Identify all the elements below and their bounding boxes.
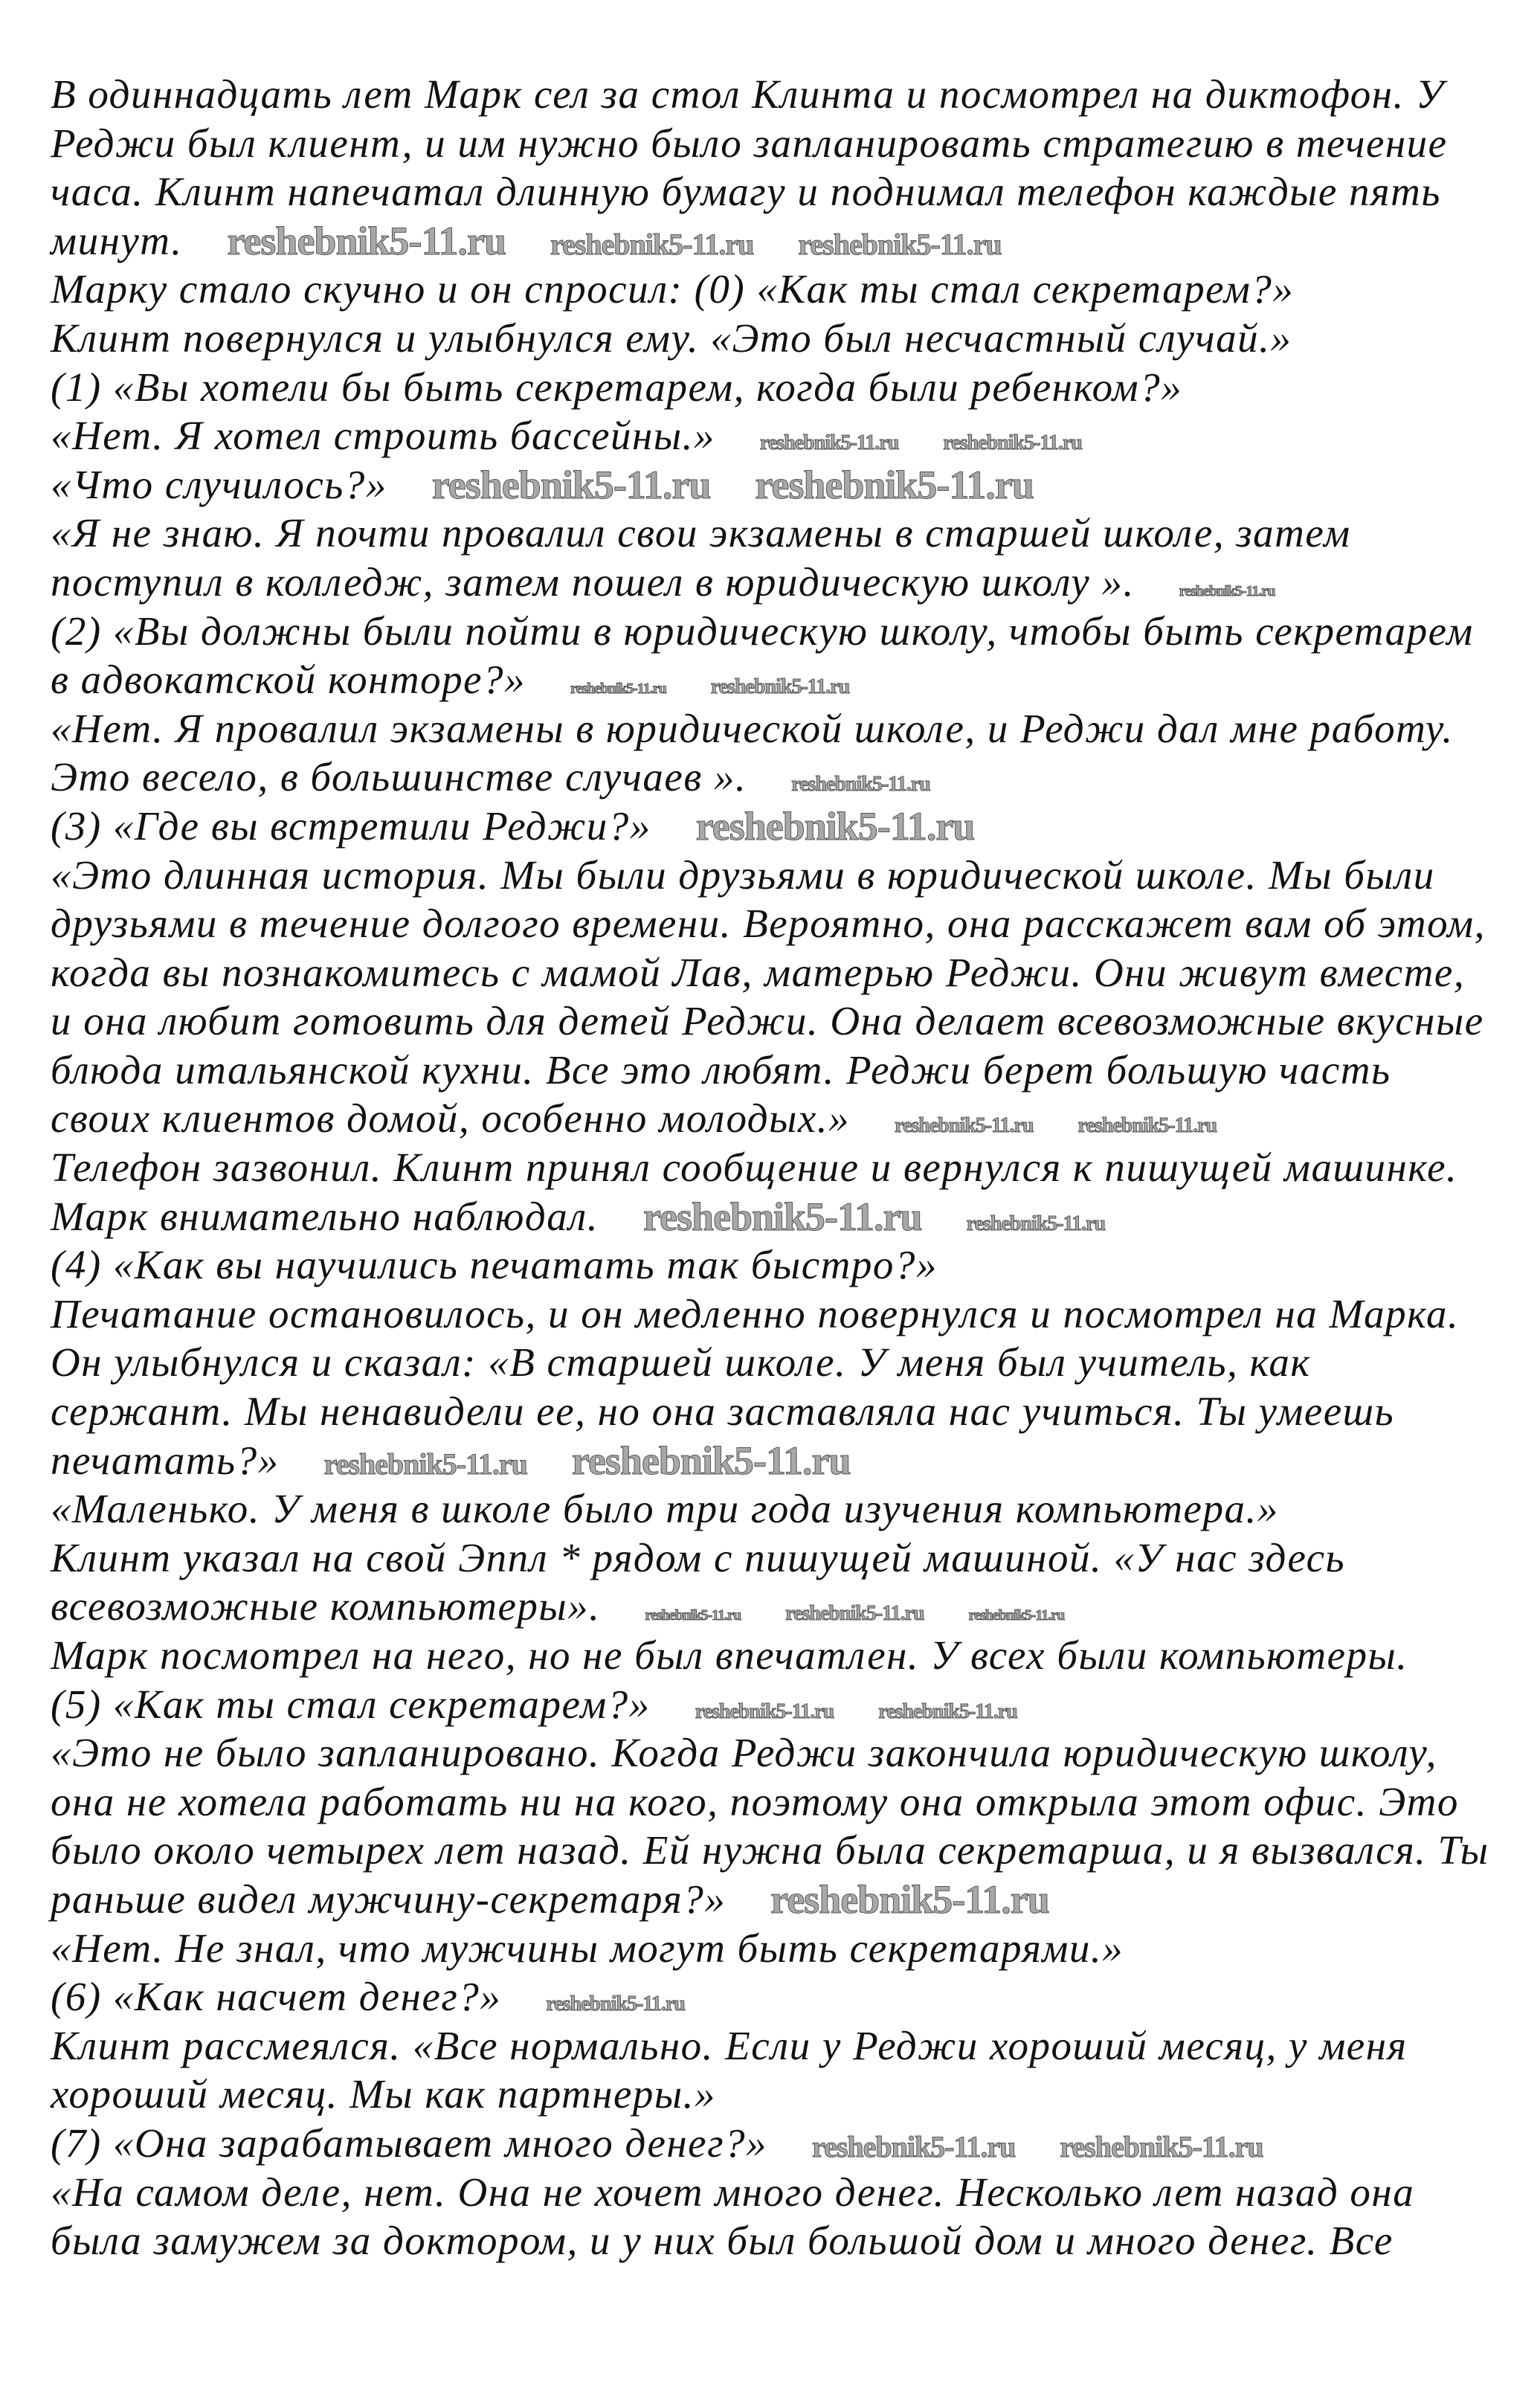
text-line-content: «Маленько. У меня в школе было три года изучения компьютера.» — [51, 1486, 1279, 1532]
text-line-content: в адвокатской конторе?» — [51, 657, 526, 703]
watermark: reshebnik5-11.ru — [798, 227, 1002, 261]
text-line — [51, 1338, 1489, 1387]
text-line — [51, 753, 1489, 802]
text-line-content: (1) «Вы хотели бы быть секретарем, когда были ребенком?» — [51, 364, 1183, 410]
text-line-content: «Нет. Я провалил экзамены в юридической школе, и Реджи дал мне работу. — [51, 705, 1454, 751]
text-line — [51, 558, 1489, 607]
watermark: reshebnik5-11.ru — [755, 462, 1034, 507]
text-line-content: Клинт повернулся и улыбнулся ему. «Это был несчастный случай.» — [51, 315, 1292, 361]
text-line-content: хороший месяц. Мы как партнеры.» — [51, 2071, 716, 2117]
text-line — [51, 2168, 1489, 2217]
watermark: reshebnik5-11.ru — [1179, 582, 1275, 599]
text-line — [51, 1777, 1489, 1827]
text-line — [51, 119, 1489, 168]
text-line — [51, 851, 1489, 900]
text-line-content: (5) «Как ты стал секретарем?» — [51, 1681, 651, 1727]
text-line — [51, 70, 1489, 119]
watermark: reshebnik5-11.ru — [770, 1876, 1049, 1922]
text-line-content: (2) «Вы должны были пойти в юридическую школу, чтобы быть секретарем — [51, 608, 1474, 654]
text-line-content: Марку стало скучно и он спросил: (0) «Как ты стал секретарем?» — [51, 266, 1295, 312]
text-line-content: Клинт указал на свой Эппл * рядом с пишущей машиной. «У нас здесь — [51, 1534, 1346, 1580]
watermark: reshebnik5-11.ru — [785, 1602, 924, 1626]
text-line-content: раньше видел мужчину-секретаря?» — [51, 1876, 726, 1922]
text-line-content: друзьями в течение долгого времени. Вероятно, она расскажет вам об этом, — [51, 901, 1486, 947]
watermark: reshebnik5-11.ru — [695, 803, 975, 849]
watermark: reshebnik5-11.ru — [791, 773, 930, 797]
text-line — [51, 704, 1489, 753]
text-line — [51, 2021, 1489, 2071]
text-line — [51, 802, 1489, 851]
text-line-content: и она любит готовить для детей Реджи. Она делает всевозможные вкусные — [51, 998, 1484, 1044]
text-line — [51, 1387, 1489, 1436]
text-line — [51, 1534, 1489, 1583]
text-line — [51, 216, 1489, 266]
text-line — [51, 363, 1489, 412]
text-line-content: (3) «Где вы встретили Реджи?» — [51, 802, 651, 849]
text-line-content: «На самом деле, нет. Она не хочет много денег. Несколько лет назад она — [51, 2169, 1415, 2215]
text-line-content: часа. Клинт напечатал длинную бумагу и поднимал телефон каждые пять — [51, 169, 1441, 215]
watermark: reshebnik5-11.ru — [943, 431, 1082, 455]
text-line-content: «Что случилось?» — [51, 461, 387, 507]
text-line — [51, 655, 1489, 704]
watermark: reshebnik5-11.ru — [570, 681, 666, 698]
watermark: reshebnik5-11.ru — [550, 227, 754, 261]
text-line — [51, 509, 1489, 558]
text-line — [51, 1290, 1489, 1339]
text-line-content: была замужем за доктором, и у них был большой дом и много денег. Все — [51, 2218, 1394, 2264]
text-line-content: Клинт рассмеялся. «Все нормально. Если у Реджи хороший месяц, у меня — [51, 2022, 1408, 2068]
text-line-content: Марк внимательно наблюдал. — [51, 1193, 599, 1239]
watermark: reshebnik5-11.ru — [968, 1607, 1065, 1624]
watermark: reshebnik5-11.ru — [759, 431, 899, 455]
text-line — [51, 1241, 1489, 1290]
text-line — [51, 1582, 1489, 1631]
text-line — [51, 899, 1489, 948]
text-line-content: (7) «Она зарабатывает много денег?» — [51, 2120, 768, 2166]
watermark: reshebnik5-11.ru — [323, 1447, 527, 1481]
watermark: reshebnik5-11.ru — [227, 218, 506, 263]
text-line — [51, 1924, 1489, 1973]
watermark: reshebnik5-11.ru — [812, 2129, 1016, 2163]
watermark: reshebnik5-11.ru — [645, 1607, 741, 1624]
text-line-content: Это весело, в большинстве случаев ». — [51, 754, 747, 800]
text-line-content: «Нет. Не знал, что мужчины могут быть секретарями.» — [51, 1925, 1124, 1971]
text-line — [51, 2070, 1489, 2119]
text-line — [51, 265, 1489, 314]
text-line — [51, 1972, 1489, 2021]
text-line — [51, 1143, 1489, 1192]
text-line-content: Реджи был клиент, и им нужно было запланировать стратегию в течение — [51, 120, 1448, 166]
text-line-content: В одиннадцать лет Марк сел за стол Клинта и посмотрел на диктофон. У — [51, 71, 1445, 117]
watermark: reshebnik5-11.ru — [1060, 2129, 1263, 2163]
text-line-content: печатать?» — [51, 1437, 280, 1483]
watermark: reshebnik5-11.ru — [1077, 1114, 1217, 1138]
text-line — [51, 411, 1489, 460]
text-line — [51, 460, 1489, 509]
text-line-content: всевозможные компьютеры». — [51, 1583, 601, 1629]
text-line — [51, 314, 1489, 363]
text-line — [51, 1680, 1489, 1729]
text-line — [51, 948, 1489, 997]
watermark: reshebnik5-11.ru — [546, 1992, 685, 2016]
text-line-content: (6) «Как насчет денег?» — [51, 1974, 502, 2020]
text-line-content: Он улыбнулся и сказал: «В старшей школе. У меня был учитель, как — [51, 1339, 1311, 1386]
text-line — [51, 2216, 1489, 2265]
text-line — [51, 1826, 1489, 1875]
text-line-content: (4) «Как вы научились печатать так быстро?» — [51, 1242, 938, 1288]
text-line — [51, 1631, 1489, 1680]
text-line — [51, 167, 1489, 216]
watermark: reshebnik5-11.ru — [710, 675, 850, 699]
text-line-content: «Я не знаю. Я почти провалил свои экзамены в старшей школе, затем — [51, 510, 1351, 556]
text-line-content: Телефон зазвонил. Клинт принял сообщение и вернулся к пишущей машинке. — [51, 1145, 1458, 1191]
text-line — [51, 607, 1489, 656]
text-line-content: было около четырех лет назад. Ей нужна была секретарша, и я вызвался. Ты — [51, 1827, 1489, 1873]
text-line-content: она не хотела работать ни на кого, поэтому она открыла этот офис. Это — [51, 1778, 1459, 1824]
text-line-content: «Нет. Я хотел строить бассейны.» — [51, 413, 715, 459]
text-line-content: своих клиентов домой, особенно молодых.» — [51, 1095, 851, 1142]
text-line-content: блюда итальянской кухни. Все это любят. Реджи берет большую часть — [51, 1046, 1391, 1093]
watermark: reshebnik5-11.ru — [878, 1699, 1017, 1723]
text-line — [51, 1094, 1489, 1143]
text-line — [51, 1436, 1489, 1485]
text-line — [51, 997, 1489, 1046]
watermark: reshebnik5-11.ru — [571, 1438, 851, 1483]
text-line — [51, 1728, 1489, 1777]
text-line — [51, 1875, 1489, 1924]
text-line — [51, 1484, 1489, 1534]
text-line-content: Печатание остановилось, и он медленно повернулся и посмотрел на Марка. — [51, 1290, 1460, 1336]
text-line-content: Марк посмотрел на него, но не был впечатлен. У всех были компьютеры. — [51, 1632, 1408, 1678]
text-line-content: когда вы познакомитесь с мамой Лав, матерью Реджи. Они живут вместе, — [51, 949, 1466, 995]
watermark: reshebnik5-11.ru — [895, 1114, 1034, 1138]
text-line-content: минут. — [51, 217, 183, 263]
text-line-content: «Это не было запланировано. Когда Реджи закончила юридическую школу, — [51, 1730, 1437, 1776]
watermark: reshebnik5-11.ru — [966, 1212, 1106, 1235]
watermark: reshebnik5-11.ru — [431, 462, 711, 507]
text-line-content: «Это длинная история. Мы были друзьями в юридической школе. Мы были — [51, 852, 1435, 898]
text-line-content: поступил в колледж, затем пошел в юридическую школу ». — [51, 559, 1135, 605]
document-text — [51, 70, 1489, 2265]
text-line-content: сержант. Мы ненавидели ее, но она заставляла нас учиться. Ты умеешь — [51, 1389, 1395, 1435]
text-line — [51, 2119, 1489, 2168]
text-line — [51, 1046, 1489, 1095]
watermark: reshebnik5-11.ru — [695, 1699, 834, 1723]
text-line — [51, 1192, 1489, 1241]
watermark: reshebnik5-11.ru — [642, 1194, 922, 1239]
